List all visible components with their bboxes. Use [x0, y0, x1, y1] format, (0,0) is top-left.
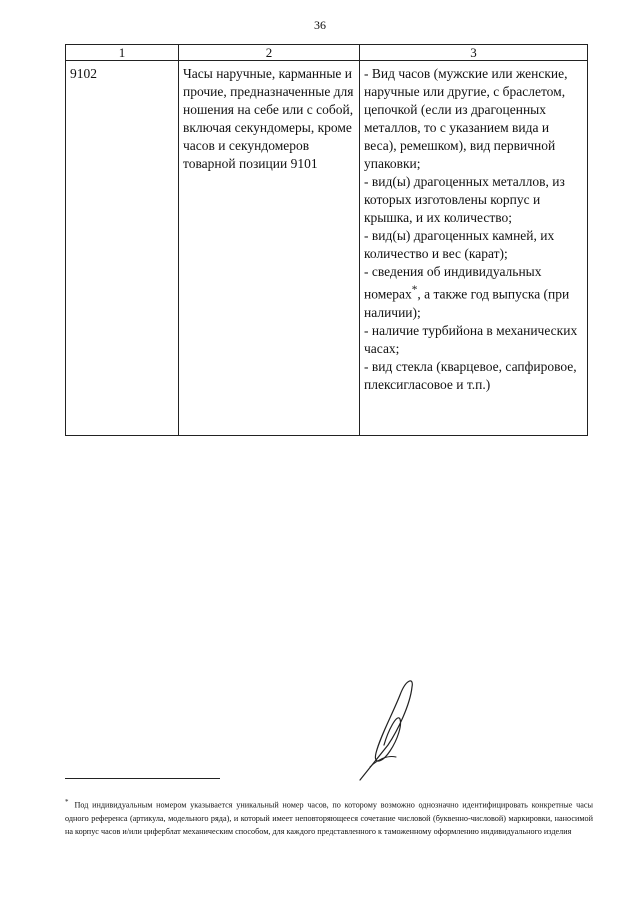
footnote-marker: * — [65, 798, 69, 806]
footnote-divider — [65, 778, 220, 779]
header-col-3: 3 — [360, 45, 588, 61]
footnote-marker: * — [411, 284, 418, 296]
requirement-item-part: - сведения об индивидуальных номерах — [364, 264, 542, 302]
table-header-row — [66, 45, 588, 61]
requirement-item — [364, 263, 583, 322]
header-col-2: 2 — [179, 45, 360, 61]
goods-table — [65, 44, 588, 436]
requirement-item: - Вид часов (мужские или женские, наручные или другие, с браслетом, цепочкой (если из драгоценных металлов, то с указанием вида и веса), ремешком), вид первичной упаковки; — [364, 66, 568, 171]
requirement-item: - вид стекла (кварцевое, сапфировое, плексигласовое и т.п.) — [364, 358, 577, 392]
requirement-item: - вид(ы) драгоценных камней, их количество и вес (карат); — [364, 228, 555, 261]
requirement-item: - наличие турбийона в механических часах; — [364, 322, 578, 356]
requirement-item: - вид(ы) драгоценных металлов, из которых изготовлены корпус и крышка, и их количество; — [364, 174, 565, 225]
description-cell: Часы наручные, карманные и прочие, предназначенные для ношения на себе или с собой, включая секундомеры, кроме часов и секундомеров товарной позиции 9101 — [179, 61, 360, 436]
page-number: 36 — [314, 18, 326, 32]
table-row — [66, 61, 588, 436]
footnote — [65, 796, 593, 838]
requirement-item-part: , а также год выпуска (при наличии); — [364, 286, 570, 320]
signature-icon — [340, 675, 430, 785]
code-cell: 9102 — [66, 61, 179, 436]
requirements-cell — [360, 61, 588, 436]
footnote-text: Под индивидуальным номером указывается уникальный номер часов, по которому возможно однозначно идентифицировать конкретные часы одного референса (артикула, модельного ряда), и который имеет неповторяющееся сочетание числовой (буквенно-числовой) маркировки, наносимой на корпус часов и/или циферблат механическим способом, для каждого представленного к таможенному оформлению индивидуального изделия — [65, 800, 593, 836]
header-col-1: 1 — [66, 45, 179, 61]
